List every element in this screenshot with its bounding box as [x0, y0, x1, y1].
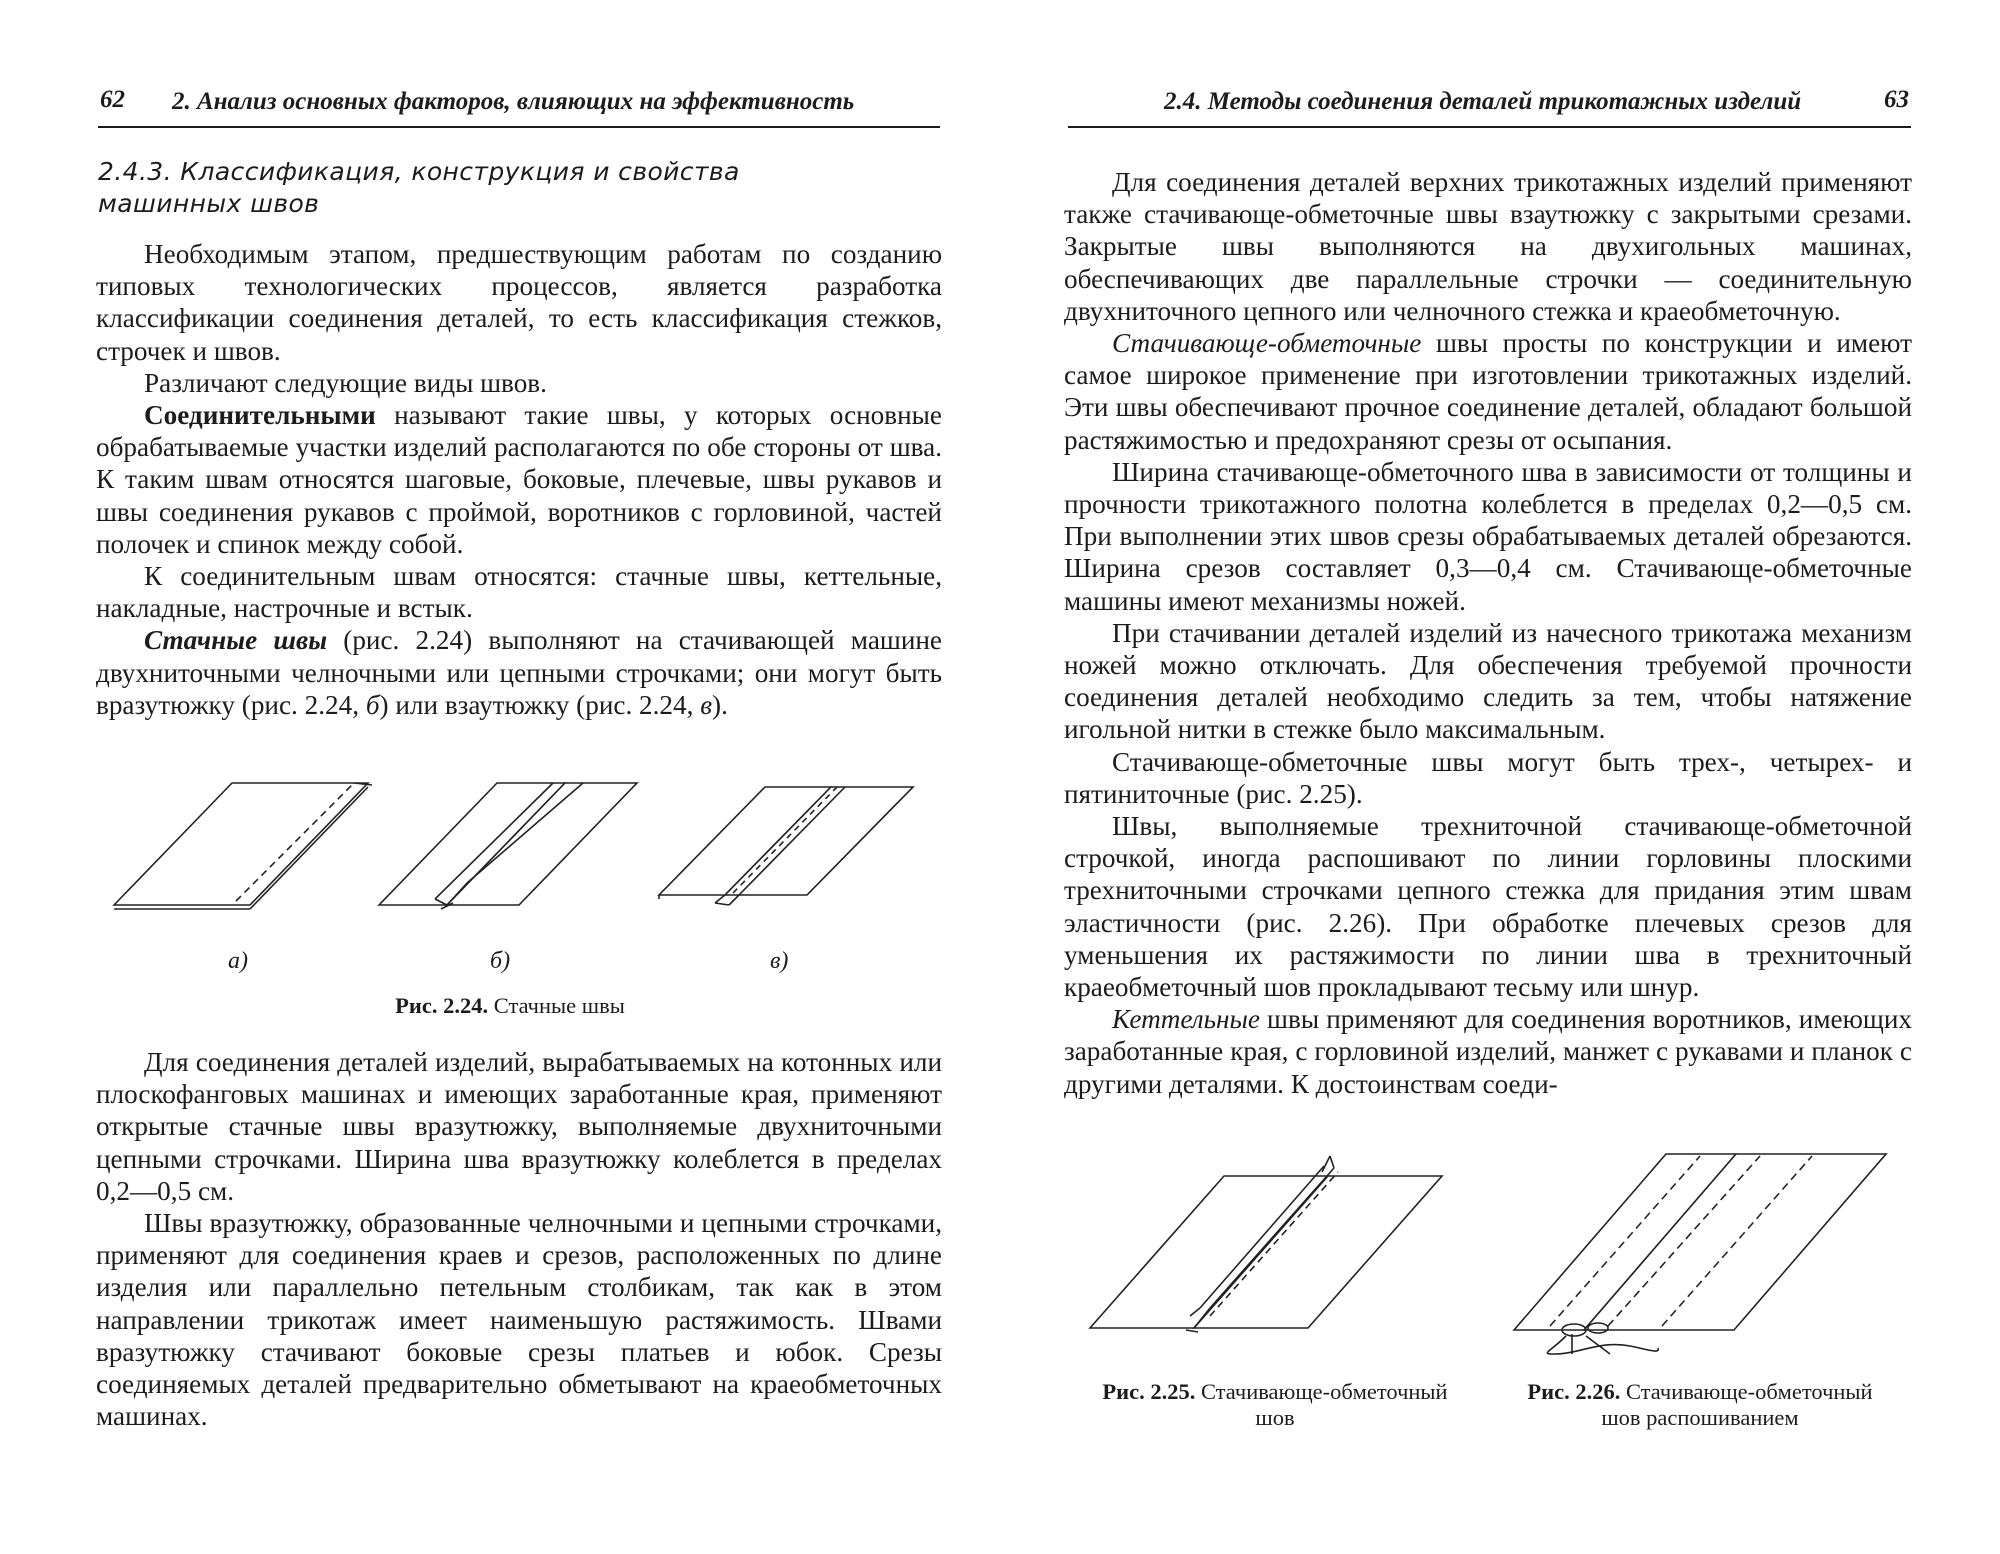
figure-sublabel: б)	[490, 948, 511, 974]
running-head-right	[1068, 86, 1911, 128]
page-number: 62	[100, 86, 125, 113]
paragraph: Необходимым этапом, предшествующим работам по созданию типовых технологических процессов, является разработка классификации соединения деталей, то есть классификация стежков, строчек и швов.	[96, 239, 942, 366]
running-title: 2.4. Методы соединения деталей трикотажных изделий	[1164, 88, 1802, 115]
term-bold-italic: Стачные швы	[144, 625, 328, 656]
figure-caption: Рис. 2.24. Стачные швы	[395, 993, 625, 1018]
figure-2-24c	[655, 775, 920, 915]
page-number: 63	[1884, 86, 1909, 113]
paragraph: Швы вразутюжку, образованные челночными и цепными строчками, применяют для соединения краев и срезов, расположенных по длине изделия или параллельно петельным столбикам, так как в этом направлении трикотаж имеет наименьшую растяжимость. Швами вразутюжку стачивают боковые срезы платьев и юбок. Срезы соединяемых деталей предварительно обметывают на краеобметочных машинах.	[96, 1208, 942, 1432]
paragraph: Стачивающе-обметочные швы могут быть трех-, четырех- и пятиниточные (рис. 2.25).	[1064, 746, 1912, 809]
paragraph: Различают следующие виды швов.	[144, 367, 547, 398]
paragraph: Стачные швы (рис. 2.24) выполняют на стачивающей машине двухниточными челночными или цепными строчками; они могут быть вразутюжку (рис. 2.24, б) или взаутюжку (рис. 2.24, в).	[96, 625, 942, 720]
right-page	[1000, 0, 2000, 1554]
figure-2-25	[1086, 1148, 1446, 1338]
term-bold: Соединительными	[144, 400, 376, 431]
text-block	[1064, 166, 1912, 1100]
figure-sublabel: в)	[770, 948, 789, 974]
seam-drawing-2-25	[1086, 1148, 1446, 1338]
term-italic: Стачивающе-обметочные	[1112, 328, 1422, 359]
figure-2-24b	[375, 775, 645, 915]
figure-2-26	[1510, 1140, 1890, 1360]
figure-2-24a	[110, 775, 375, 915]
section-heading: 2.4.3. Классификация, конструкция и свойства машинных швов	[98, 157, 740, 218]
term-italic: Кеттельные	[1112, 1004, 1260, 1035]
paragraph: Для соединения деталей изделий, вырабатываемых на котонных или плоскофанговых машинах и имеющих заработанные края, применяют открытые стачные швы вразутюжку, выполняемые двухниточными цепными строчками. Ширина шва вразутюжку колеблется в пределах 0,2—0,5 см.	[96, 1047, 942, 1206]
figure-caption: Рис. 2.25. Стачивающе-обметочный шов	[1102, 1379, 1448, 1430]
paragraph: Для соединения деталей верхних трикотажных изделий применяют также стачивающе-обметочные швы взаутюжку с закрытыми срезами. Закрытые швы выполняются на двухигольных машинах, обеспечивающих две параллельные строчки — соединительную двухниточного цепного или челночного стежка и краеобметочную.	[1064, 167, 1912, 326]
running-title: 2. Анализ основных факторов, влияющих на эффективность	[172, 88, 855, 115]
paragraph: Кеттельные швы применяют для соединения воротников, имеющих заработанные края, с горловиной изделий, манжет с рукавами и планок с другими деталями. К достоинствам соеди-	[1064, 1004, 1912, 1099]
paragraph: Швы, выполняемые трехниточной стачивающе-обметочной строчкой, иногда распошивают по линии горловины плоскими трехниточными строчками цепного стежка для придания этим швам эластичности (рис. 2.26). При обработке плечевых срезов для уменьшения их растяжимости по линии шва в трехниточный краеобметочный шов прокладывают тесьму или шнур.	[1064, 811, 1912, 1003]
text-block-top	[96, 238, 942, 721]
paragraph: Соединительными называют такие швы, у которых основные обрабатываемые участки изделий располагаются по обе стороны от шва. К таким швам относятся шаговые, боковые, плечевые, швы рукавов и швы соединения рукавов с проймой, воротников с горловиной, частей полочек и спинок между собой.	[96, 400, 942, 559]
paragraph: При стачивании деталей изделий из начесного трикотажа механизм ножей можно отключать. Для обеспечения требуемой прочности соединения деталей необходимо следить за тем, чтобы натяжение игольной нитки в стежке было максимальным.	[1064, 617, 1912, 745]
paragraph: Ширина стачивающе-обметочного шва в зависимости от толщины и прочности трикотажного полотна колеблется в пределах 0,2—0,5 см. При выполнении этих швов срезы обрабатываемых деталей обрезаются. Ширина срезов составляет 0,3—0,4 см. Стачивающе-обметочные машины имеют механизмы ножей.	[1064, 456, 1912, 616]
paragraph: Стачивающе-обметочные швы просты по конструкции и имеют самое широкое применение при изготовлении трикотажных изделий. Эти швы обеспечивают прочное соединение деталей, обладают большой растяжимостью и предохраняют срезы от осыпания.	[1064, 328, 1912, 455]
seam-drawing-b	[375, 775, 645, 915]
text-block-bottom	[96, 1046, 942, 1432]
figure-caption: Рис. 2.26. Стачивающе-обметочный шов распошиванием	[1527, 1379, 1873, 1430]
running-head-left	[98, 86, 940, 128]
paragraph: К соединительным швам относятся: стачные швы, кеттельные, накладные, настрочные и встык.	[96, 561, 942, 624]
figure-sublabel: а)	[228, 948, 248, 974]
seam-drawing-2-26	[1510, 1140, 1890, 1360]
seam-drawing-a	[110, 775, 375, 915]
seam-drawing-c	[655, 775, 920, 915]
